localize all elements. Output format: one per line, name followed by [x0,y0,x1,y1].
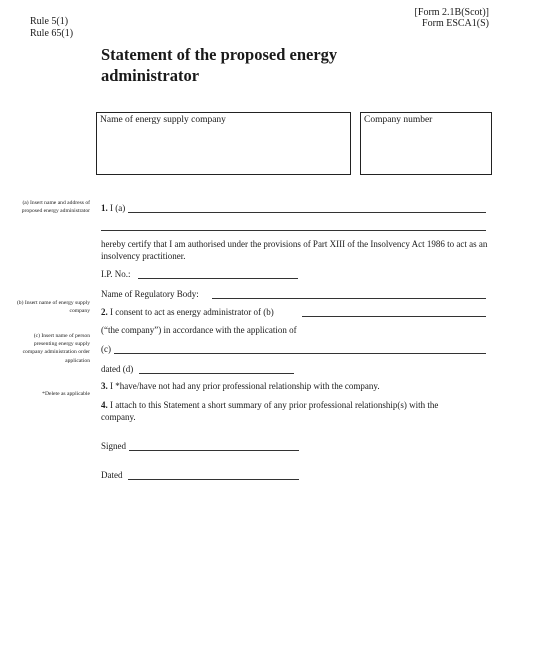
item-1 [101,202,125,214]
dated-label: Dated [101,470,123,480]
regulatory-body-label: Name of Regulatory Body: [101,289,199,299]
item-c-label: (c) [101,344,111,354]
item-3-number: 3. [101,381,108,391]
page-title-line-2: administrator [101,66,200,85]
margin-note-delete: *Delete as applicable [42,391,90,397]
form-reference-1: [Form 2.1B(Scot)] [414,7,489,18]
company-name-box[interactable] [96,112,351,175]
regulatory-body-line[interactable] [212,298,486,299]
item-2-company-line[interactable] [302,316,486,317]
the-company-text: (“the company”) in accordance with the application of [101,325,297,335]
item-1-address-line[interactable] [101,230,486,231]
item-4-number: 4. [101,400,108,410]
signed-label: Signed [101,441,127,451]
dated-d-label: dated (d) [101,364,134,374]
dated-d-line[interactable] [139,373,294,374]
page-title-line-1: Statement of the proposed energy [101,45,338,64]
ip-number-label: I.P. No.: [101,269,131,279]
rule-reference-2: Rule 65(1) [30,28,74,39]
company-name-label: Name of energy supply company [100,115,226,125]
applicant-line[interactable] [114,353,486,354]
item-3 [101,380,380,392]
company-number-label: Company number [364,115,433,125]
item-1-number: 1. [101,203,108,213]
item-1-name-line[interactable] [128,212,486,213]
ip-number-line[interactable] [138,278,298,279]
item-2 [101,306,274,318]
item-4 [101,399,461,423]
margin-note-c: (c) Insert name of person presenting energy supply company administration order application [22,333,90,364]
page-title [101,44,401,86]
item-4-text: I attach to this Statement a short summary of any prior professional relationship(s) with the company. [101,400,439,422]
signature-line[interactable] [129,450,299,451]
margin-note-b: (b) Insert name of energy supply company [16,300,90,315]
certify-statement: hereby certify that I am authorised under the provisions of Part XIII of the Insolvency Act 1986 to act as an insolvency practitioner. [101,239,488,261]
date-line[interactable] [128,479,299,480]
rule-reference-1: Rule 5(1) [30,16,69,27]
item-2-number: 2. [101,307,108,317]
item-2-text: I consent to act as energy administrator of (b) [110,307,274,317]
margin-note-a: (a) Insert name and address of proposed energy administrator [21,200,90,215]
company-number-box[interactable] [360,112,492,175]
item-1-text: I (a) [110,203,126,213]
form-reference-2: Form ESCA1(S) [422,18,489,29]
item-3-text: I *have/have not had any prior professional relationship with the company. [110,381,380,391]
